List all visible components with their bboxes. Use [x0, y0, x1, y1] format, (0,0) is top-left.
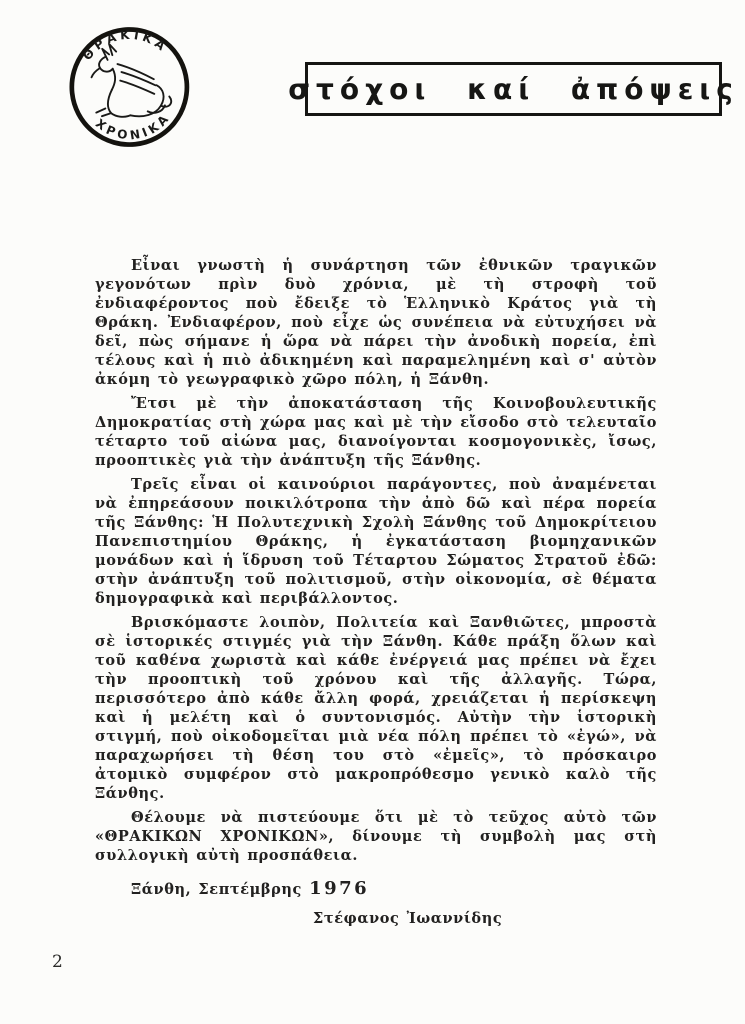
seal-bottom-text: ΧΡΟΝΙΚΑ [92, 109, 174, 143]
thrakika-chronika-seal [55, 13, 204, 162]
article-title: στόχοι καί ἀπόψεις [288, 72, 739, 106]
paragraph-3: Τρεῖς εἶναι οἱ καινούριοι παράγοντες, ποὺ ἀναμένεται νὰ ἐπηρεάσουν ποικιλότροπα τὴν ἀπὸ δῶ καὶ πέρα πορεία τῆς Ξάνθης: Ἡ Πολυτεχνικὴ Σχολὴ Ξάνθης τοῦ Δημοκρίτειου Πανεπιστημίου Θράκης, ἡ ἐγκατάσταση βιομηχανικῶν μονάδων καὶ ἡ ἵδρυση τοῦ Τέταρτου Σώματος Στρατοῦ ἐδῶ: στὴν ἀνάπτυξη τοῦ πολιτισμοῦ, στὴν οἰκονομία, σὲ θέματα δημογραφικὰ καὶ περιβάλλοντος. [95, 476, 657, 607]
article-body [95, 256, 657, 933]
seal-top-text: ΘΡΑΚΙΚΑ [80, 27, 171, 63]
paragraph-4: Βρισκόμαστε λοιπὸν, Πολιτεία καὶ Ξανθιῶτες, μπροστὰ σὲ ἱστορικές στιγμές γιὰ τὴν Ξάνθη. Κάθε πράξη ὅλων καὶ τοῦ καθένα χωριστὰ καὶ κάθε ἐνέργειά μας πρέπει νὰ ἔχει τὴν προοπτικὴ τοῦ χρόνου καὶ τῆς ἀλλαγῆς. Τώρα, περισσότερο ἀπὸ κάθε ἄλλη φορά, χρειάζεται ἡ περίσκεψη καὶ ἡ μελέτη καὶ ὁ συντονισμός. Αὐτὴν τὴν ἱστορικὴ στιγμή, ποὺ οἰκοδομεῖται μιὰ νέα πόλη πρέπει τὸ «ἐγώ», νὰ παραχωρήσει τὴ θέση του στὸ «ἐμεῖς», τὸ πρόσκαιρο ἀτομικὸ συμφέρον στὸ μακροπρόθεσμο γενικὸ καλὸ τῆς Ξάνθης. [95, 614, 657, 802]
dateline-year: 1976 [309, 878, 370, 899]
dateline [95, 879, 657, 899]
dateline-text: Ξάνθη, Σεπτέμβρης [131, 881, 310, 898]
seal-graphic [55, 13, 204, 162]
author-signature: Στέφανος Ἰωαννίδης [313, 910, 503, 927]
article-title-box [288, 62, 739, 116]
paragraph-2: Ἔτσι μὲ τὴν ἀποκατάσταση τῆς Κοινοβουλευτικῆς Δημοκρατίας στὴ χώρα μας καὶ μὲ τὴν εἴσοδο στὸ τελευταῖο τέταρτο τοῦ αἰώνα μας, διανοίγονται κοσμογονικὲς, ἴσως, προοπτικὲς γιὰ τὴν ἀνάπτυξη τῆς Ξάνθης. [95, 395, 657, 469]
paragraph-5: Θέλουμε νὰ πιστεύουμε ὅτι μὲ τὸ τεῦχος αὐτὸ τῶν «ΘΡΑΚΙΚΩΝ ΧΡΟΝΙΚΩΝ», δίνουμε τὴ συμβολὴ μας στὴ συλλογικὴ αὐτὴ προσπάθεια. [95, 809, 657, 864]
paragraph-1: Εἶναι γνωστὴ ἡ συνάρτηση τῶν ἐθνικῶν τραγικῶν γεγονότων πρὶν δυὸ χρόνια, μὲ τὴ στροφὴ τοῦ ἐνδιαφέροντος ποὺ ἔδειξε τὸ Ἑλληνικὸ Κράτος γιὰ τὴ Θράκη. Ἐνδιαφέρον, ποὺ εἶχε ὡς συνέπεια νὰ εὐτυχήσει νὰ δεῖ, πὼς σήμανε ἡ ὥρα νὰ πάρει τὴν ἀνοδικὴ πορεία, ἐπὶ τέλους καὶ ἡ πιὸ ἀδικημένη καὶ παραμελημένη καὶ σ' αὐτὸν ἀκόμη τὸ γεωγραφικὸ χῶρο πόλη, ἡ Ξάνθη. [95, 257, 657, 388]
page-number: 2 [52, 952, 63, 972]
